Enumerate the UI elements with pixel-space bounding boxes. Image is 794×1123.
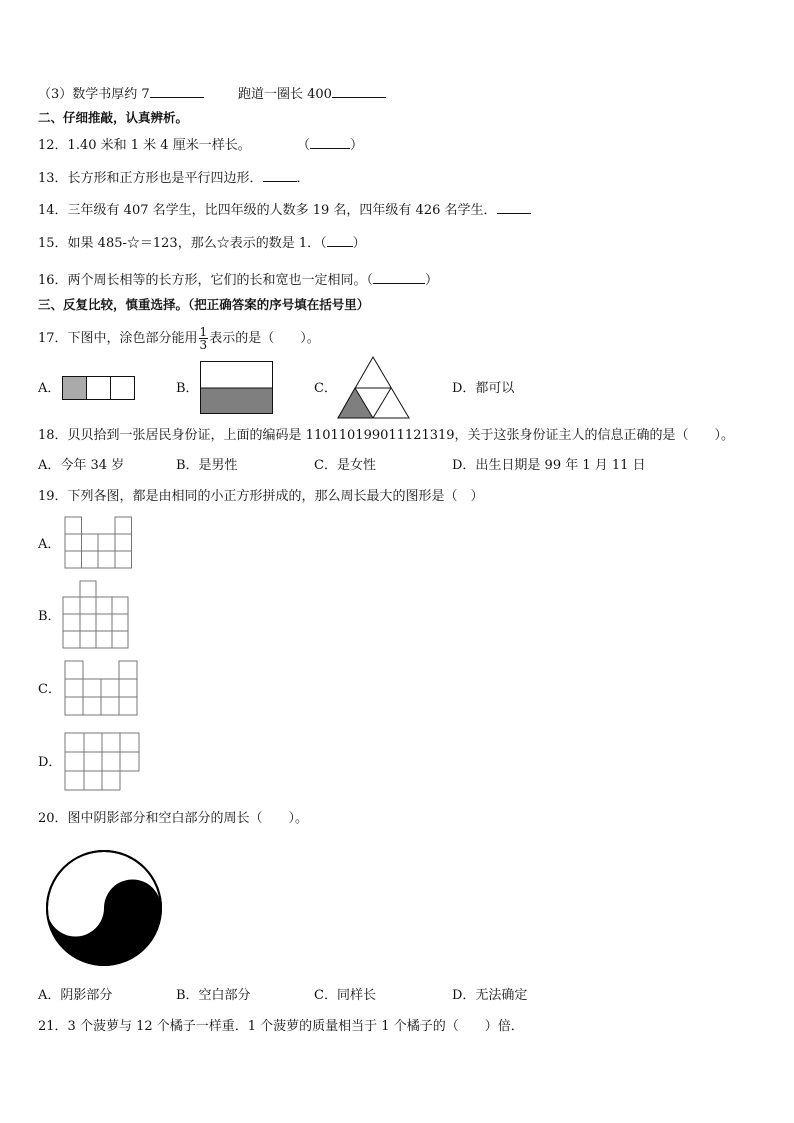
q16-text: 16．两个周长相等的长方形，它们的长和宽也一定相同。（ (38, 273, 374, 288)
q18-option-a[interactable]: A．今年 34 岁 (38, 458, 125, 473)
q18-option-c[interactable]: C．是女性 (314, 458, 376, 473)
q21: 21．3 个菠萝与 12 个橘子一样重．1 个菠萝的质量相当于 1 个橘子的（ ）倍． (38, 1019, 524, 1034)
q16-answer-blank[interactable] (373, 271, 425, 284)
q20-option-a[interactable]: A．阴影部分 (38, 988, 113, 1003)
q11-part3-label-1: （3）数学书厚约 7 (38, 87, 150, 102)
q17-fraction (199, 326, 209, 351)
q20-yin-yang-figure (44, 848, 164, 968)
q12 (38, 136, 363, 154)
q11-part3-label-2: 跑道一圈长 400 (237, 87, 332, 102)
q18-option-b[interactable]: B．是男性 (176, 458, 238, 473)
q17-option-b[interactable]: B． (176, 381, 199, 396)
q15-close: ） (352, 236, 366, 251)
q20-option-c[interactable]: C．同样长 (314, 988, 376, 1003)
q11-blank-2[interactable] (332, 84, 386, 98)
q16-close: ） (425, 273, 439, 288)
q17-option-a[interactable]: A． (38, 381, 61, 396)
q17-frac-den: 3 (199, 338, 208, 352)
q19-figure-d (64, 732, 142, 792)
q20-option-d[interactable]: D．无法确定 (452, 988, 528, 1003)
q17-option-c[interactable]: C． (314, 381, 337, 396)
q20: 20．图中阴影部分和空白部分的周长（ ）。 (38, 811, 309, 826)
q12-paren-open: （ (296, 138, 310, 153)
q17-text-before: 17．下图中，涂色部分能用 (38, 331, 198, 346)
q19-figure-a (64, 516, 134, 570)
q19-option-a[interactable]: A． (38, 537, 61, 552)
section3-title: 三、反复比较，慎重选择。（把正确答案的序号填在括号里） (38, 297, 370, 312)
q13-answer-blank[interactable] (263, 168, 297, 182)
q17-figure-c (337, 356, 411, 420)
q20-option-b[interactable]: B．空白部分 (176, 988, 251, 1003)
q16 (38, 271, 438, 289)
q13-text: 13．长方形和正方形也是平行四边形． (38, 171, 263, 186)
q17-frac-num: 1 (199, 325, 208, 339)
q14-text: 14．三年级有 407 名学生，比四年级的人数多 19 名，四年级有 426 名学生． (38, 203, 497, 218)
q15 (38, 234, 366, 252)
q19-option-d[interactable]: D． (38, 755, 62, 770)
q14 (38, 200, 531, 219)
q11-part3 (38, 84, 386, 103)
q19: 19．下列各图，都是由相同的小正方形拼成的，那么周长最大的图形是（ ） (38, 489, 484, 504)
q11-blank-1[interactable] (150, 84, 204, 98)
section2-title: 二、仔细推敲，认真辨析。 (38, 110, 189, 125)
q19-option-b[interactable]: B． (38, 609, 61, 624)
q19-figure-b (62, 580, 132, 650)
q14-answer-blank[interactable] (497, 200, 531, 214)
q17-text-after: 表示的是（ ）。 (209, 331, 320, 346)
q12-answer-blank[interactable] (310, 136, 350, 149)
q17-option-d[interactable]: D．都可以 (452, 381, 515, 396)
q12-paren-close: ） (350, 138, 364, 153)
q13 (38, 168, 310, 187)
q17-figure-a (62, 376, 136, 400)
q18-option-d[interactable]: D．出生日期是 99 年 1 月 11 日 (452, 458, 646, 473)
q19-option-c[interactable]: C． (38, 682, 61, 697)
q18: 18．贝贝拾到一张居民身份证，上面的编码是 110110199011121319，关于这张身份证主人的信息正确的是（ ）。 (38, 428, 735, 443)
q15-text: 15．如果 485-☆＝123，那么☆表示的数是 1．（ (38, 236, 327, 251)
q19-figure-c (64, 660, 140, 718)
q15-answer-blank[interactable] (327, 234, 353, 247)
q12-text: 12．1.40 米和 1 米 4 厘米一样长。 (38, 138, 251, 153)
q17-figure-b (200, 361, 274, 415)
q17 (38, 326, 320, 351)
q13-end: ． (296, 171, 310, 186)
